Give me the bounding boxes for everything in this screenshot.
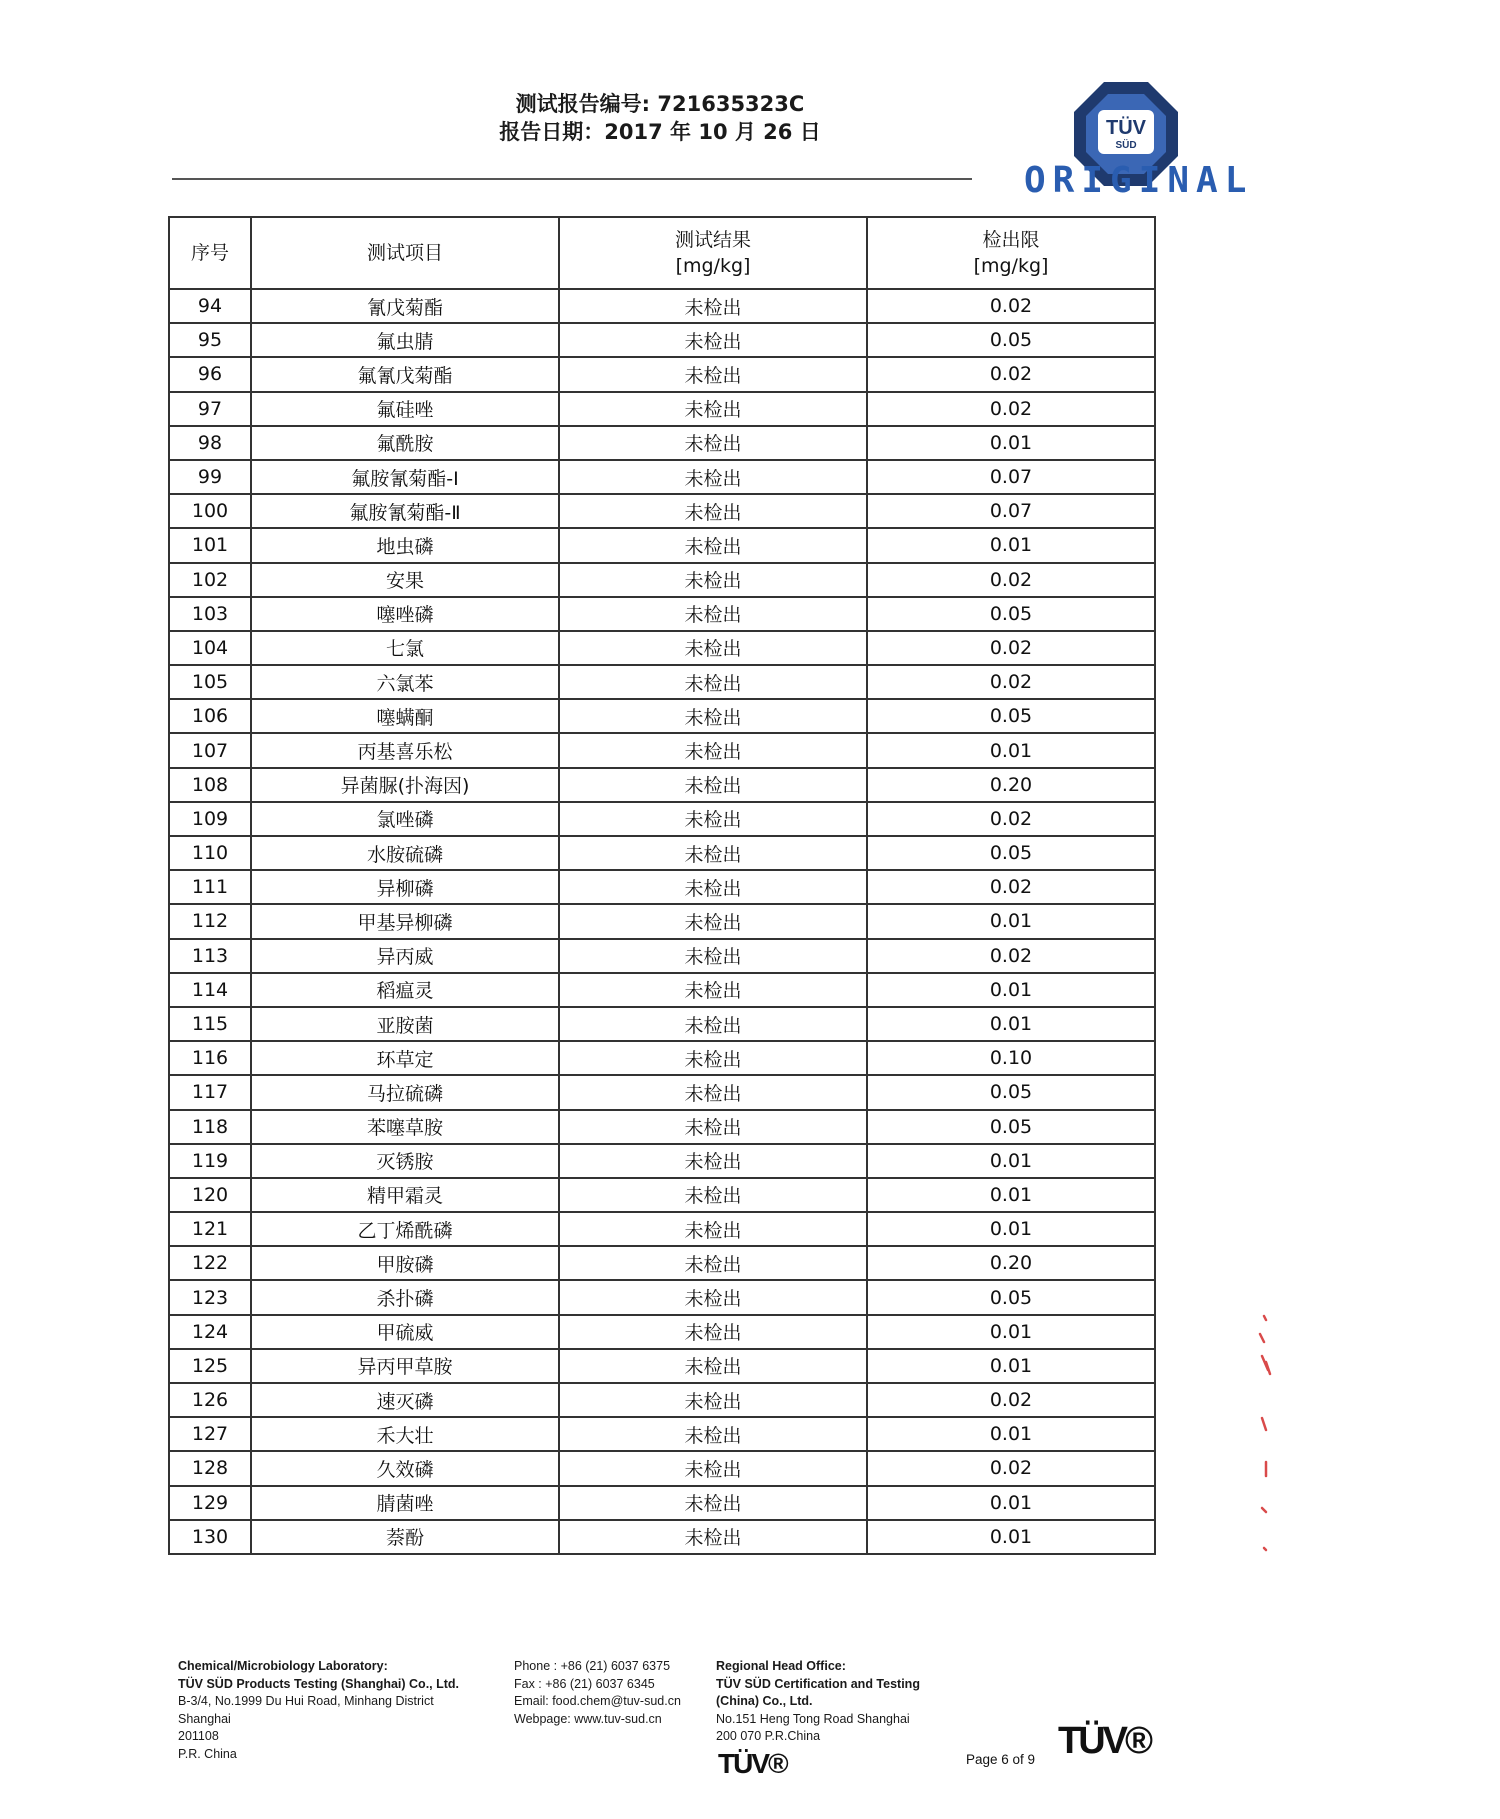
- cell-item: 禾大壮: [251, 1417, 559, 1451]
- cell-result: 未检出: [559, 802, 867, 836]
- cell-no: 113: [169, 939, 251, 973]
- cell-result: 未检出: [559, 1383, 867, 1417]
- cell-limit: 0.05: [867, 699, 1155, 733]
- cell-limit: 0.01: [867, 528, 1155, 562]
- cell-no: 102: [169, 563, 251, 597]
- cell-limit: 0.20: [867, 768, 1155, 802]
- cell-result: 未检出: [559, 1075, 867, 1109]
- cell-no: 129: [169, 1486, 251, 1520]
- cell-item: 氟酰胺: [251, 426, 559, 460]
- table-row: [169, 973, 1155, 1007]
- page-number: Page 6 of 9: [966, 1752, 1036, 1767]
- cell-item: 灭锈胺: [251, 1144, 559, 1178]
- table-row: [169, 1417, 1155, 1451]
- cell-result: 未检出: [559, 631, 867, 665]
- cell-result: 未检出: [559, 1212, 867, 1246]
- cell-item: 萘酚: [251, 1520, 559, 1554]
- cell-limit: 0.02: [867, 289, 1155, 323]
- cell-item: 甲硫威: [251, 1315, 559, 1349]
- cell-result: 未检出: [559, 426, 867, 460]
- cell-limit: 0.01: [867, 426, 1155, 460]
- cell-result: 未检出: [559, 1041, 867, 1075]
- report-date: 报告日期：2017 年 10 月 26 日: [499, 120, 821, 144]
- cell-no: 97: [169, 392, 251, 426]
- table-row: [169, 1007, 1155, 1041]
- table-row: [169, 836, 1155, 870]
- cell-result: 未检出: [559, 1007, 867, 1041]
- table-row: [169, 1110, 1155, 1144]
- cell-no: 125: [169, 1349, 251, 1383]
- cell-item: 噻螨酮: [251, 699, 559, 733]
- footer-line: TÜV SÜD Certification and Testing: [716, 1676, 920, 1691]
- seal-text-bottom: SÜD: [1115, 140, 1137, 151]
- cell-item: 安果: [251, 563, 559, 597]
- header-result: 测试结果 [mg/kg]: [559, 217, 867, 289]
- cell-result: 未检出: [559, 939, 867, 973]
- cell-item: 氟虫腈: [251, 323, 559, 357]
- cell-item: 精甲霜灵: [251, 1178, 559, 1212]
- cell-limit: 0.01: [867, 1520, 1155, 1554]
- cell-limit: 0.02: [867, 1451, 1155, 1485]
- footer-laboratory: [178, 1658, 478, 1763]
- cell-item: 久效磷: [251, 1451, 559, 1485]
- footer-line: Chemical/Microbiology Laboratory:: [178, 1659, 388, 1673]
- cell-result: 未检出: [559, 460, 867, 494]
- cell-limit: 0.01: [867, 1417, 1155, 1451]
- cell-item: 六氯苯: [251, 665, 559, 699]
- table-row: [169, 768, 1155, 802]
- cell-no: 100: [169, 494, 251, 528]
- cell-result: 未检出: [559, 1520, 867, 1554]
- cell-no: 127: [169, 1417, 251, 1451]
- header-item: 测试项目: [251, 217, 559, 289]
- cell-item: 异柳磷: [251, 870, 559, 904]
- cell-item: 氯唑磷: [251, 802, 559, 836]
- cell-limit: 0.05: [867, 1110, 1155, 1144]
- cell-result: 未检出: [559, 768, 867, 802]
- cell-no: 105: [169, 665, 251, 699]
- cell-no: 98: [169, 426, 251, 460]
- cell-no: 96: [169, 357, 251, 391]
- cell-result: 未检出: [559, 1246, 867, 1280]
- table-row: [169, 1383, 1155, 1417]
- table-row: [169, 597, 1155, 631]
- cell-no: 111: [169, 870, 251, 904]
- cell-item: 水胺硫磷: [251, 836, 559, 870]
- cell-limit: 0.07: [867, 460, 1155, 494]
- footer-line: Email: food.chem@tuv-sud.cn: [514, 1694, 681, 1708]
- cell-result: 未检出: [559, 357, 867, 391]
- cell-result: 未检出: [559, 289, 867, 323]
- cell-no: 118: [169, 1110, 251, 1144]
- footer-line: Shanghai: [178, 1711, 231, 1726]
- table-row: [169, 460, 1155, 494]
- footer-line: Regional Head Office:: [716, 1659, 846, 1673]
- cell-no: 126: [169, 1383, 251, 1417]
- cell-limit: 0.07: [867, 494, 1155, 528]
- cell-limit: 0.02: [867, 870, 1155, 904]
- footer-line: Fax : +86 (21) 6037 6345: [514, 1676, 655, 1691]
- cell-limit: 0.02: [867, 802, 1155, 836]
- table-row: [169, 1178, 1155, 1212]
- table-row: [169, 699, 1155, 733]
- cell-limit: 0.05: [867, 597, 1155, 631]
- cell-no: 101: [169, 528, 251, 562]
- cell-limit: 0.01: [867, 1315, 1155, 1349]
- footer-line: Webpage: www.tuv-sud.cn: [514, 1711, 662, 1726]
- cell-item: 乙丁烯酰磷: [251, 1212, 559, 1246]
- cell-limit: 0.05: [867, 323, 1155, 357]
- cell-no: 95: [169, 323, 251, 357]
- footer-line: 200 070 P.R.China: [716, 1729, 821, 1743]
- cell-limit: 0.01: [867, 904, 1155, 938]
- footer-line: Phone : +86 (21) 6037 6375: [514, 1659, 671, 1673]
- table-row: [169, 1315, 1155, 1349]
- results-table: [168, 216, 1156, 1555]
- cell-item: 七氯: [251, 631, 559, 665]
- header-rule: [172, 178, 972, 180]
- header-limit: 检出限 [mg/kg]: [867, 217, 1155, 289]
- cell-limit: 0.02: [867, 1383, 1155, 1417]
- cell-limit: 0.01: [867, 1178, 1155, 1212]
- cell-no: 114: [169, 973, 251, 1007]
- cell-no: 124: [169, 1315, 251, 1349]
- cell-limit: 0.01: [867, 1486, 1155, 1520]
- cell-no: 106: [169, 699, 251, 733]
- cell-item: 甲基异柳磷: [251, 904, 559, 938]
- table-row: [169, 802, 1155, 836]
- tuv-brand-large: TÜV®: [1058, 1720, 1150, 1762]
- cell-limit: 0.01: [867, 1212, 1155, 1246]
- cell-result: 未检出: [559, 563, 867, 597]
- seal-text-top: TÜV: [1106, 117, 1146, 139]
- cell-item: 马拉硫磷: [251, 1075, 559, 1109]
- report-header: [420, 90, 900, 146]
- cell-result: 未检出: [559, 494, 867, 528]
- cell-limit: 0.01: [867, 973, 1155, 1007]
- table-row: [169, 1349, 1155, 1383]
- cell-no: 103: [169, 597, 251, 631]
- cell-item: 氟氰戊菊酯: [251, 357, 559, 391]
- cell-result: 未检出: [559, 973, 867, 1007]
- cell-item: 丙基喜乐松: [251, 733, 559, 767]
- cell-no: 99: [169, 460, 251, 494]
- table-row: [169, 392, 1155, 426]
- cell-no: 109: [169, 802, 251, 836]
- table-row: [169, 357, 1155, 391]
- cell-item: 异丙甲草胺: [251, 1349, 559, 1383]
- table-row: [169, 1075, 1155, 1109]
- cell-no: 116: [169, 1041, 251, 1075]
- cell-result: 未检出: [559, 1110, 867, 1144]
- cell-item: 氟硅唑: [251, 392, 559, 426]
- footer-head-office: [716, 1658, 976, 1746]
- cell-limit: 0.02: [867, 665, 1155, 699]
- cell-no: 112: [169, 904, 251, 938]
- cell-result: 未检出: [559, 699, 867, 733]
- table-row: [169, 733, 1155, 767]
- footer-line: No.151 Heng Tong Road Shanghai: [716, 1711, 910, 1726]
- footer-contact: [514, 1658, 714, 1728]
- cell-no: 107: [169, 733, 251, 767]
- table-row: [169, 1451, 1155, 1485]
- table-body: [169, 289, 1155, 1554]
- cell-no: 115: [169, 1007, 251, 1041]
- table-row: [169, 1520, 1155, 1554]
- cell-item: 地虫磷: [251, 528, 559, 562]
- cell-no: 122: [169, 1246, 251, 1280]
- cell-limit: 0.10: [867, 1041, 1155, 1075]
- cell-no: 104: [169, 631, 251, 665]
- cell-no: 120: [169, 1178, 251, 1212]
- table-row: [169, 1486, 1155, 1520]
- cell-result: 未检出: [559, 904, 867, 938]
- cell-result: 未检出: [559, 1144, 867, 1178]
- cell-result: 未检出: [559, 1417, 867, 1451]
- footer-line: P.R. China: [178, 1746, 237, 1761]
- cell-no: 108: [169, 768, 251, 802]
- cell-result: 未检出: [559, 1315, 867, 1349]
- cell-result: 未检出: [559, 733, 867, 767]
- table-row: [169, 665, 1155, 699]
- cell-limit: 0.01: [867, 1007, 1155, 1041]
- table-row: [169, 494, 1155, 528]
- cell-limit: 0.02: [867, 631, 1155, 665]
- table-row: [169, 1144, 1155, 1178]
- cell-no: 128: [169, 1451, 251, 1485]
- footer-line: 201108: [178, 1729, 219, 1743]
- table-row: [169, 631, 1155, 665]
- cell-limit: 0.02: [867, 357, 1155, 391]
- cell-no: 110: [169, 836, 251, 870]
- cell-no: 94: [169, 289, 251, 323]
- cell-item: 杀扑磷: [251, 1280, 559, 1314]
- footer-line: (China) Co., Ltd.: [716, 1694, 813, 1708]
- cell-result: 未检出: [559, 392, 867, 426]
- cell-item: 氟胺氰菊酯-Ⅱ: [251, 494, 559, 528]
- report-number: 测试报告编号: 721635323C: [515, 92, 805, 116]
- table-row: [169, 289, 1155, 323]
- header-no: 序号: [169, 217, 251, 289]
- cell-limit: 0.02: [867, 939, 1155, 973]
- cell-no: 119: [169, 1144, 251, 1178]
- cell-item: 腈菌唑: [251, 1486, 559, 1520]
- tuv-brand-small: TÜV®: [718, 1748, 787, 1779]
- cell-item: 苯噻草胺: [251, 1110, 559, 1144]
- cell-result: 未检出: [559, 323, 867, 357]
- table-row: [169, 426, 1155, 460]
- cell-item: 亚胺菌: [251, 1007, 559, 1041]
- cell-item: 异菌脲(扑海因): [251, 768, 559, 802]
- cell-item: 环草定: [251, 1041, 559, 1075]
- cell-result: 未检出: [559, 528, 867, 562]
- cell-result: 未检出: [559, 1451, 867, 1485]
- cell-result: 未检出: [559, 1280, 867, 1314]
- cell-result: 未检出: [559, 1178, 867, 1212]
- cell-limit: 0.05: [867, 1075, 1155, 1109]
- cell-limit: 0.01: [867, 1144, 1155, 1178]
- cell-limit: 0.01: [867, 733, 1155, 767]
- cell-item: 异丙威: [251, 939, 559, 973]
- cell-result: 未检出: [559, 836, 867, 870]
- cell-no: 121: [169, 1212, 251, 1246]
- footer-line: B-3/4, No.1999 Du Hui Road, Minhang District: [178, 1694, 434, 1708]
- cell-item: 氰戊菊酯: [251, 289, 559, 323]
- table-row: [169, 528, 1155, 562]
- cell-item: 噻唑磷: [251, 597, 559, 631]
- cell-limit: 0.01: [867, 1349, 1155, 1383]
- table-row: [169, 1212, 1155, 1246]
- cell-item: 稻瘟灵: [251, 973, 559, 1007]
- cell-limit: 0.02: [867, 392, 1155, 426]
- cell-limit: 0.02: [867, 563, 1155, 597]
- table-header-row: [169, 217, 1155, 289]
- table-row: [169, 904, 1155, 938]
- table-row: [169, 1246, 1155, 1280]
- cell-limit: 0.05: [867, 836, 1155, 870]
- red-stamp-edge: [1252, 1312, 1276, 1562]
- cell-limit: 0.20: [867, 1246, 1155, 1280]
- cell-limit: 0.05: [867, 1280, 1155, 1314]
- cell-item: 速灭磷: [251, 1383, 559, 1417]
- table-row: [169, 1280, 1155, 1314]
- table-row: [169, 323, 1155, 357]
- cell-no: 117: [169, 1075, 251, 1109]
- original-stamp-word: ORIGINAL: [1024, 160, 1254, 201]
- cell-result: 未检出: [559, 870, 867, 904]
- cell-result: 未检出: [559, 665, 867, 699]
- footer-line: TÜV SÜD Products Testing (Shanghai) Co., Ltd.: [178, 1676, 460, 1691]
- cell-item: 氟胺氰菊酯-Ⅰ: [251, 460, 559, 494]
- table-row: [169, 563, 1155, 597]
- table-row: [169, 1041, 1155, 1075]
- cell-item: 甲胺磷: [251, 1246, 559, 1280]
- cell-result: 未检出: [559, 597, 867, 631]
- cell-result: 未检出: [559, 1486, 867, 1520]
- table-row: [169, 939, 1155, 973]
- cell-no: 130: [169, 1520, 251, 1554]
- table-row: [169, 870, 1155, 904]
- cell-no: 123: [169, 1280, 251, 1314]
- cell-result: 未检出: [559, 1349, 867, 1383]
